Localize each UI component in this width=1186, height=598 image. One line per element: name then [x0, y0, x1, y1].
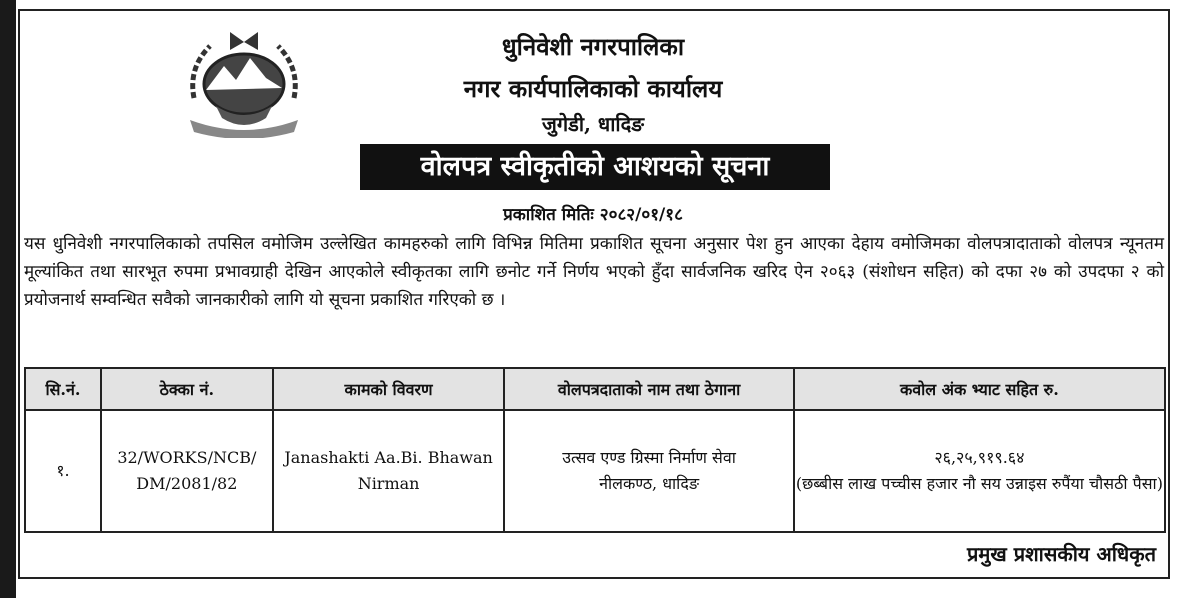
- bidder-name: उत्सव एण्ड ग्रिस्मा निर्माण सेवा: [562, 448, 736, 467]
- signatory-title: प्रमुख प्रशासकीय अधिकृत: [967, 542, 1156, 566]
- header-sn: सि.नं.: [25, 368, 101, 410]
- header-amount: कवोल अंक भ्याट सहित रु.: [794, 368, 1165, 410]
- bidder-address: नीलकण्ठ, धादिङ: [599, 474, 700, 493]
- office-name: नगर कार्यपालिकाको कार्यालय: [463, 74, 723, 103]
- cell-sn: १.: [25, 410, 101, 532]
- office-location: जुगेडी, धादिङ: [542, 112, 644, 136]
- header-contract-no: ठेक्का नं.: [101, 368, 273, 410]
- table-header-row: [25, 368, 1165, 410]
- notice-body: यस धुनिवेशी नगरपालिकाको तपसिल वमोजिम उल्लेखित कामहरुको लागि विभिन्न मितिमा प्रकाशित सूचना अनुसार पेश हुन आएका देहाय वमोजिमका वोलपत्रादाताको वोलपत्र न्यूनतम मूल्यांकित तथा सारभूत रुपमा प्रभावग्राही देखिन आएकोले स्वीकृतका लागि छनोट गर्ने निर्णय भएको हुँदा सार्वजनिक खरिद ऐन २०६३ (संशोधन सहित) को दफा २७ को उपदफा २ को प्रयोजनार्थ सम्वन्धित सवैको जानकारीको लागि यो सूचना प्रकाशित गरिएको छ ।: [24, 234, 1164, 310]
- table-row: [25, 410, 1165, 532]
- bid-table: [24, 367, 1166, 533]
- notice-title: वोलपत्र स्वीकृतीको आशयको सूचना: [360, 144, 830, 190]
- cell-description: Janashakti Aa.Bi. Bhawan Nirman: [273, 410, 505, 532]
- cell-contract-no: 32/WORKS/NCB/ DM/2081/82: [101, 410, 273, 532]
- published-date: प्रकाशित मितिः २०८२/०१/१८: [503, 205, 683, 225]
- header-bidder: वोलपत्रदाताको नाम तथा ठेगाना: [504, 368, 793, 410]
- header-description: कामको विवरण: [273, 368, 505, 410]
- cell-bidder: [504, 410, 793, 532]
- amount-words: (छब्बीस लाख पच्चीस हजार नौ सय उन्नाइस रुपैंया चौसठी पैसा): [795, 474, 1163, 493]
- cell-amount: [794, 410, 1165, 532]
- amount-figure: २६,२५,९१९.६४: [934, 448, 1025, 467]
- municipality-name: धुनिवेशी नगरपालिका: [501, 32, 685, 61]
